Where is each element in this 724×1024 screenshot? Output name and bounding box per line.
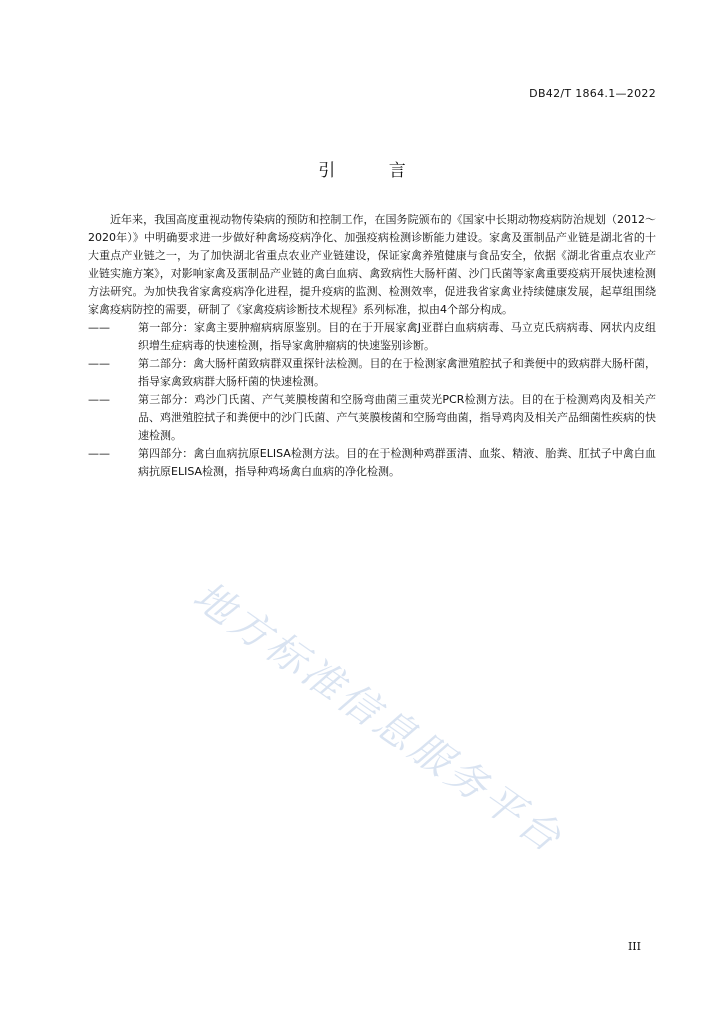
list-item bbox=[88, 391, 656, 445]
list-item-text: 第四部分：禽白血病抗原ELISA检测方法。目的在于检测种鸡群蛋清、血浆、精液、胎粪、肛拭子中禽白血病抗原ELISA检测，指导种鸡场禽白血病的净化检测。 bbox=[138, 447, 656, 478]
list-dash: —— bbox=[88, 321, 110, 334]
intro-paragraph: 近年来，我国高度重视动物传染病的预防和控制工作，在国务院颁布的《国家中长期动物疫病防治规划（2012～2020年）》中明确要求进一步做好种禽场疫病净化、加强疫病检测诊断能力建设。家禽及蛋制品产业链是湖北省的十大重点产业链之一，为了加快湖北省重点农业产业链建设，保证家禽养殖健康与食品安全，依据《湖北省重点农业产业链实施方案》，对影响家禽及蛋制品产业链的禽白血病、禽致病性大肠杆菌、沙门氏菌等家禽重要疫病开展快速检测方法研究。为加快我省家禽疫病净化进程，提升疫病的监测、检测效率，促进我省家禽业持续健康发展，起草组围绕家禽疫病防控的需要，研制了《家禽疫病诊断技术规程》系列标准，拟由4个部分构成。 bbox=[88, 213, 656, 316]
list-item-text: 第一部分：家禽主要肿瘤病病原鉴别。目的在于开展家禽J亚群白血病病毒、马立克氏病病毒、网状内皮组织增生症病毒的快速检测，指导家禽肿瘤病的快速鉴别诊断。 bbox=[138, 321, 656, 352]
list-dash: —— bbox=[88, 447, 110, 460]
page-number: III bbox=[627, 940, 641, 953]
watermark: 地方标准信息服务平台 bbox=[184, 572, 572, 863]
list-item bbox=[88, 355, 656, 391]
list-dash: —— bbox=[88, 393, 110, 406]
document-body bbox=[88, 211, 656, 481]
document-code: DB42/T 1864.1—2022 bbox=[529, 87, 656, 100]
list-item bbox=[88, 445, 656, 481]
list-item-text: 第三部分：鸡沙门氏菌、产气荚膜梭菌和空肠弯曲菌三重荧光PCR检测方法。目的在于检测鸡肉及相关产品、鸡泄殖腔拭子和粪便中的沙门氏菌、产气荚膜梭菌和空肠弯曲菌，指导鸡肉及相关产品细菌性疾病的快速检测。 bbox=[138, 393, 656, 442]
list-item-text: 第二部分：禽大肠杆菌致病群双重探针法检测。目的在于检测家禽泄殖腔拭子和粪便中的致病群大肠杆菌，指导家禽致病群大肠杆菌的快速检测。 bbox=[138, 357, 656, 388]
list-dash: —— bbox=[88, 357, 110, 370]
page-title: 引 言 bbox=[318, 161, 430, 181]
list-item bbox=[88, 319, 656, 355]
